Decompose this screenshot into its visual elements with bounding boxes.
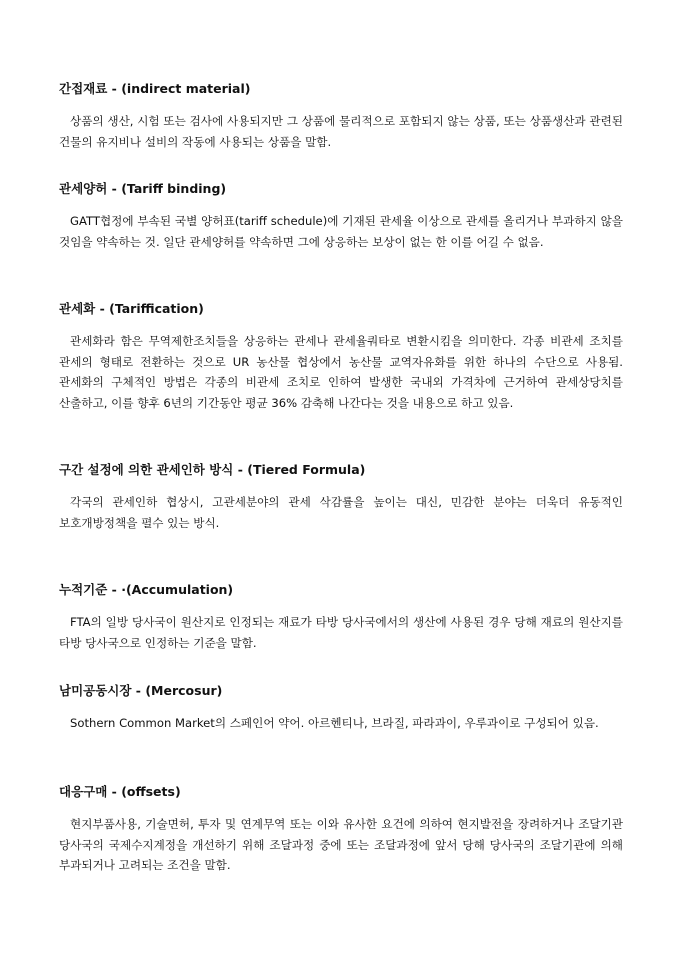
term-heading: 남미공동시장 - (Mercosur) <box>59 683 223 698</box>
glossary-entry-tariff-binding <box>59 181 623 252</box>
glossary-entry-mercosur <box>59 683 623 734</box>
term-definition: 상품의 생산, 시험 또는 검사에 사용되지만 그 상품에 물리적으로 포함되지 않는 상품, 또는 상품생산과 관련된 건물의 유지비나 설비의 작동에 사용되는 상품을 말함. <box>59 114 623 149</box>
term-heading: 대응구매 - (offsets) <box>59 784 181 799</box>
term-definition: FTA의 일방 당사국이 원산지로 인정되는 재료가 타방 당사국에서의 생산에 사용된 경우 당해 재료의 원산지를 타방 당사국으로 인정하는 기준을 말함. <box>59 615 623 650</box>
glossary-entry-accumulation <box>59 582 623 653</box>
glossary-entry-tiered-formula <box>59 462 623 533</box>
term-definition: 각국의 관세인하 협상시, 고관세분야의 관세 삭감률을 높이는 대신, 민감한 분야는 더욱더 유동적인 보호개방정책을 펼수 있는 방식. <box>59 495 623 530</box>
term-heading: 간접재료 - (indirect material) <box>59 81 251 96</box>
term-heading: 누적기준 - ·(Accumulation) <box>59 582 234 597</box>
term-heading: 관세화 - (Tariffication) <box>59 301 204 316</box>
term-heading: 구간 설정에 의한 관세인하 방식 - (Tiered Formula) <box>59 462 366 477</box>
term-definition: 관세화라 함은 무역제한조치들을 상응하는 관세나 관세율쿼타로 변환시킴을 의미한다. 각종 비관세 조치를 관세의 형태로 전환하는 것으로 UR 농산물 협상에서 농산물 교역자유화를 위한 하나의 수단으로 사용됨. 관세화의 구체적인 방법은 각종의 비관세 조치로 인하여 발생한 국내외 가격차에 근거하여 관세상당치를 산출하고, 이를 향후 6년의 기간동안 평균 36% 감축해 나간다는 것을 내용으로 하고 있음. <box>59 334 623 410</box>
term-definition: GATT협정에 부속된 국별 양허표(tariff schedule)에 기재된 관세율 이상으로 관세를 올리거나 부과하지 않을 것임을 약속하는 것. 일단 관세양허를 약속하면 그에 상응하는 보상이 없는 한 이를 어길 수 없음. <box>59 214 623 249</box>
term-heading: 관세양허 - (Tariff binding) <box>59 181 227 196</box>
glossary-entry-offsets <box>59 784 623 876</box>
glossary-entry-tariffication <box>59 301 623 413</box>
term-definition: Sothern Common Market의 스페인어 약어. 아르헨티나, 브라질, 파라과이, 우루과이로 구성되어 있음. <box>70 716 599 730</box>
term-definition: 현지부품사용, 기술면허, 투자 및 연계무역 또는 이와 유사한 요건에 의하여 현지발전을 장려하거나 조달기관 당사국의 국제수지계정을 개선하기 위해 조달과정 중에 또는 조달과정에 앞서 당해 당사국의 조달기관에 의해 부과되거나 고려되는 조건을 말함. <box>59 817 623 872</box>
glossary-entry-indirect-material <box>59 81 623 152</box>
